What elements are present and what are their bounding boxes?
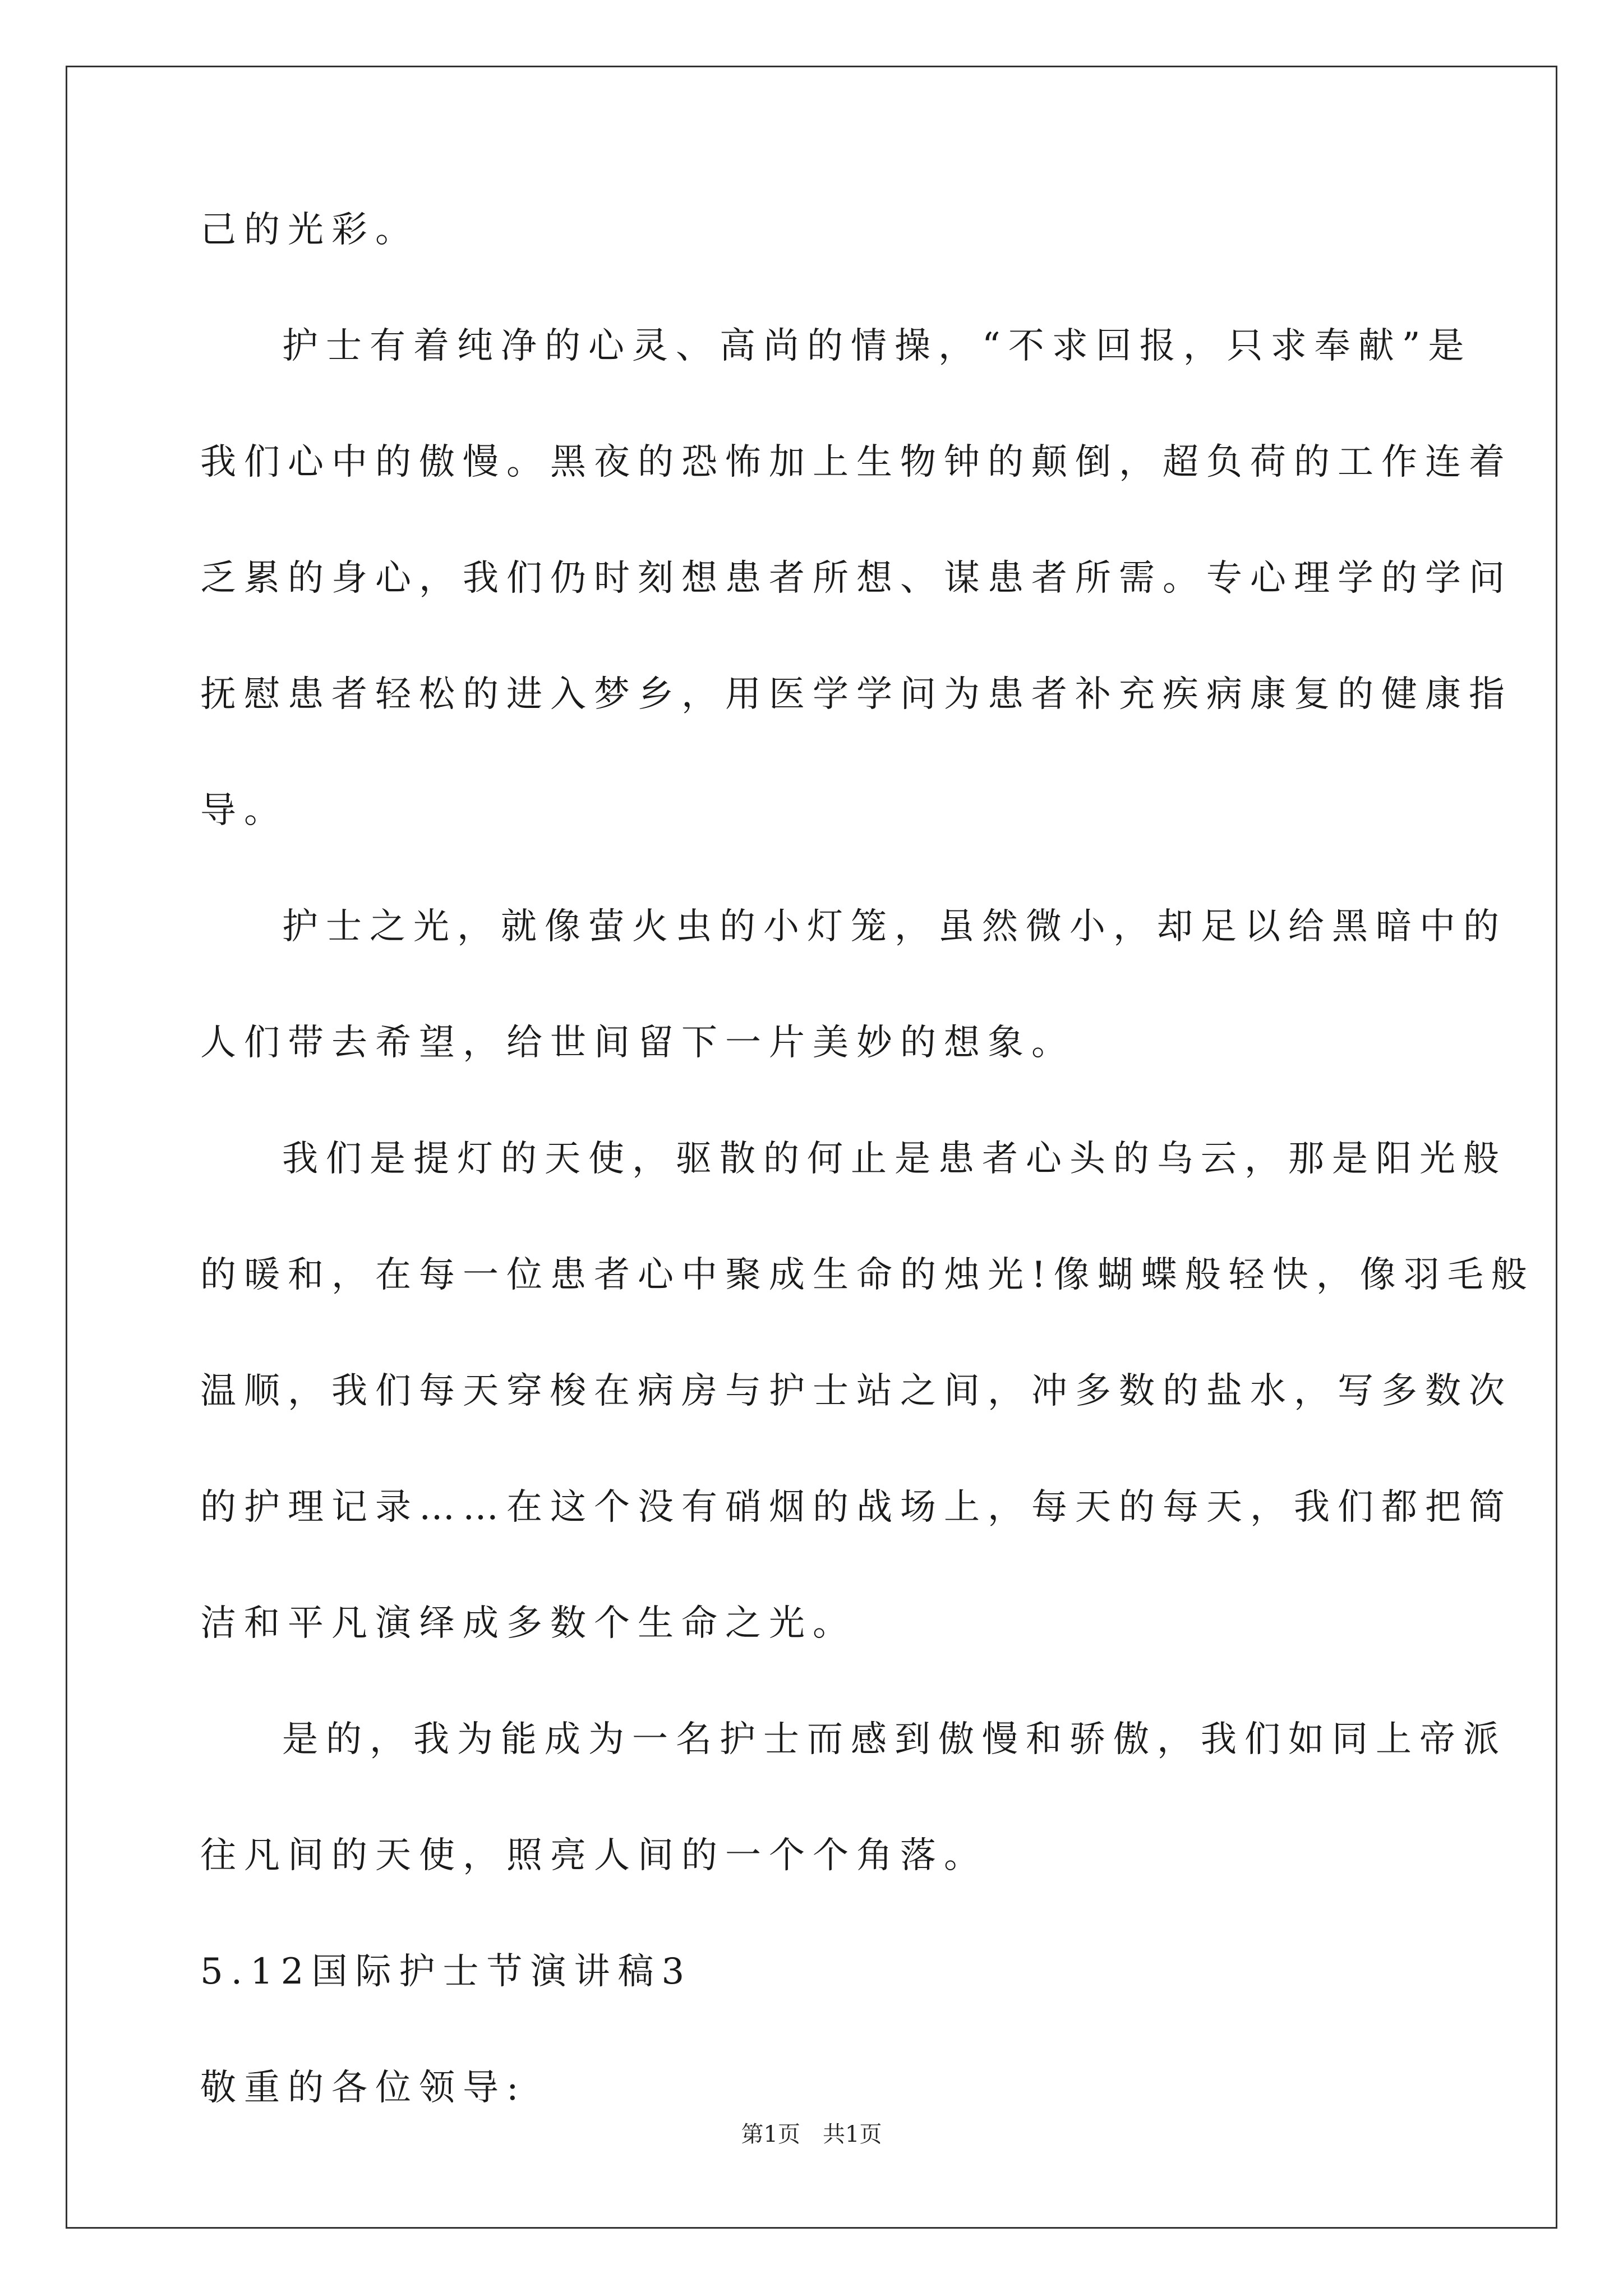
paragraph-line: 洁和平凡演绎成多数个生命之光。 bbox=[200, 1603, 856, 1644]
paragraph-line: 是的，我为能成为一名护士而感到傲慢和骄傲，我们如同上帝派 bbox=[282, 1719, 1507, 1760]
page-number-footer: 第1页 共1页 bbox=[741, 2122, 882, 2147]
paragraph-line: 我们心中的傲慢。黑夜的恐怖加上生物钟的颠倒，超负荷的工作连着 bbox=[200, 441, 1513, 483]
paragraph-line: 抚慰患者轻松的进入梦乡，用医学学问为患者补充疾病康复的健康指 bbox=[200, 674, 1513, 715]
paragraph-line: 护士之光，就像萤火虫的小灯笼，虽然微小，却足以给黑暗中的 bbox=[282, 906, 1507, 947]
paragraph-line: 温顺，我们每天穿梭在病房与护士站之间，冲多数的盐水，写多数次 bbox=[200, 1370, 1513, 1412]
paragraph-line: 我们是提灯的天使，驱散的何止是患者心头的乌云，那是阳光般 bbox=[282, 1138, 1507, 1180]
salutation-line: 敬重的各位领导: bbox=[200, 2067, 527, 2109]
paragraph-line: 导。 bbox=[200, 790, 288, 831]
paragraph-line: 乏累的身心，我们仍时刻想患者所想、谋患者所需。专心理学的学问 bbox=[200, 558, 1513, 599]
section-heading: 5.12国际护士节演讲稿3 bbox=[200, 1951, 693, 1993]
paragraph-line: 护士有着纯净的心灵、高尚的情操，“不求回报，只求奉献”是 bbox=[282, 325, 1472, 367]
paragraph-line: 的护理记录……在这个没有硝烟的战场上，每天的每天，我们都把简 bbox=[200, 1487, 1513, 1528]
paragraph-line: 往凡间的天使，照亮人间的一个个角落。 bbox=[200, 1835, 988, 1876]
paragraph-line: 己的光彩。 bbox=[200, 209, 419, 251]
paragraph-line: 人们带去希望，给世间留下一片美妙的想象。 bbox=[200, 1022, 1075, 1064]
paragraph-line: 的暖和，在每一位患者心中聚成生命的烛光!像蝴蝶般轻快，像羽毛般 bbox=[200, 1254, 1535, 1296]
